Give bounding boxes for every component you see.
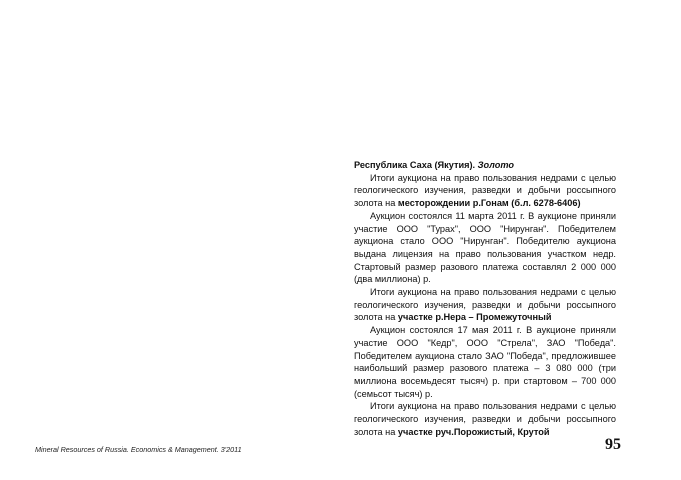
paragraph-text: Итоги аукциона на право пользования недрами с целью геологического изучения, разведки и добычи россыпного золота на [354,401,616,437]
paragraph-text: Итоги аукциона на право пользования недрами с целью геологического изучения, разведки и добычи россыпного золота на [354,287,616,323]
page-number: 95 [605,436,621,453]
paragraph-auction-results-1 [354,172,616,210]
paragraph-auction-details-2: Аукцион состоялся 17 мая 2011 г. В аукционе приняли участие ООО "Кедр", ООО "Стрела", ЗАО "Победа". Победителем аукциона стало ЗАО "Победа", предложившее наибольший размер разового платежа – 3 080 000 (три миллиона восемьдесят тысяч) р. при стартовом – 700 000 (семьсот тысяч) р. [354,325,616,399]
article-column [354,159,616,438]
paragraph-text: Итоги аукциона на право пользования недрами с целью геологического изучения, разведки и добычи россыпного золота на [354,172,616,209]
deposit-name: участке р.Нера – Промежуточный [397,312,552,323]
deposit-name: участке руч.Порожистый, Крутой [397,426,550,437]
section-heading [354,159,616,172]
heading-mineral: Золото [477,160,515,170]
paragraph-auction-results-2 [354,286,616,324]
paragraph-auction-details-1: Аукцион состоялся 11 марта 2011 г. В аукционе приняли участие ООО "Турах", ООО "Нирунган". Победителем аукциона стало ООО "Нирунган". Победителю аукциона выдана лицензия на право пользования участком недр. Стартовый размер разового платежа составлял 2 000 000 (два миллиона) р. [354,210,616,285]
heading-region: Республика Саха (Якутия). [354,160,476,170]
paragraph-auction-results-3 [354,400,616,438]
journal-footer: Mineral Resources of Russia. Economics & Management. 3'2011 [35,445,242,454]
deposit-name: месторождении р.Гонам (б.л. 6278-6406) [397,198,581,209]
